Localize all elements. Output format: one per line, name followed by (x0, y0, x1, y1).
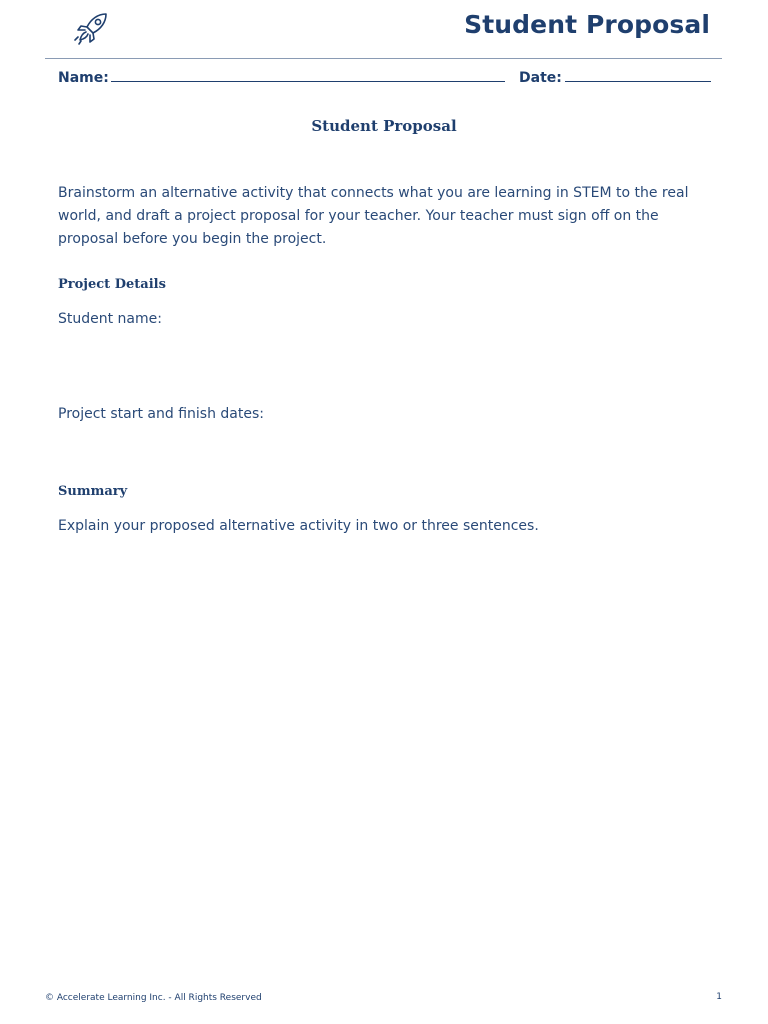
name-date-row (58, 70, 711, 90)
field-summary-prompt: Explain your proposed alternative activity in two or three sentences. (58, 518, 539, 534)
header-title: Student Proposal (464, 10, 710, 39)
section-heading-project-details: Project Details (58, 277, 166, 292)
name-label: Name: (58, 70, 109, 86)
document-title: Student Proposal (311, 117, 457, 135)
section-heading-summary: Summary (58, 484, 128, 499)
date-field-line[interactable] (565, 81, 711, 82)
date-label: Date: (519, 70, 562, 86)
intro-block (58, 182, 708, 251)
name-field-line[interactable] (111, 81, 505, 82)
field-student-name: Student name: (58, 311, 162, 327)
intro-paragraph: Brainstorm an alternative activity that connects what you are learning in STEM to the real world, and draft a project proposal for your teacher. Your teacher must sign off on the proposal before you begin the project. (58, 185, 689, 247)
rocket-icon (72, 8, 112, 48)
page-header (45, 0, 722, 59)
footer-page-number: 1 (716, 992, 722, 1002)
footer-copyright: © Accelerate Learning Inc. - All Rights Reserved (45, 993, 262, 1003)
field-project-dates: Project start and finish dates: (58, 406, 264, 422)
